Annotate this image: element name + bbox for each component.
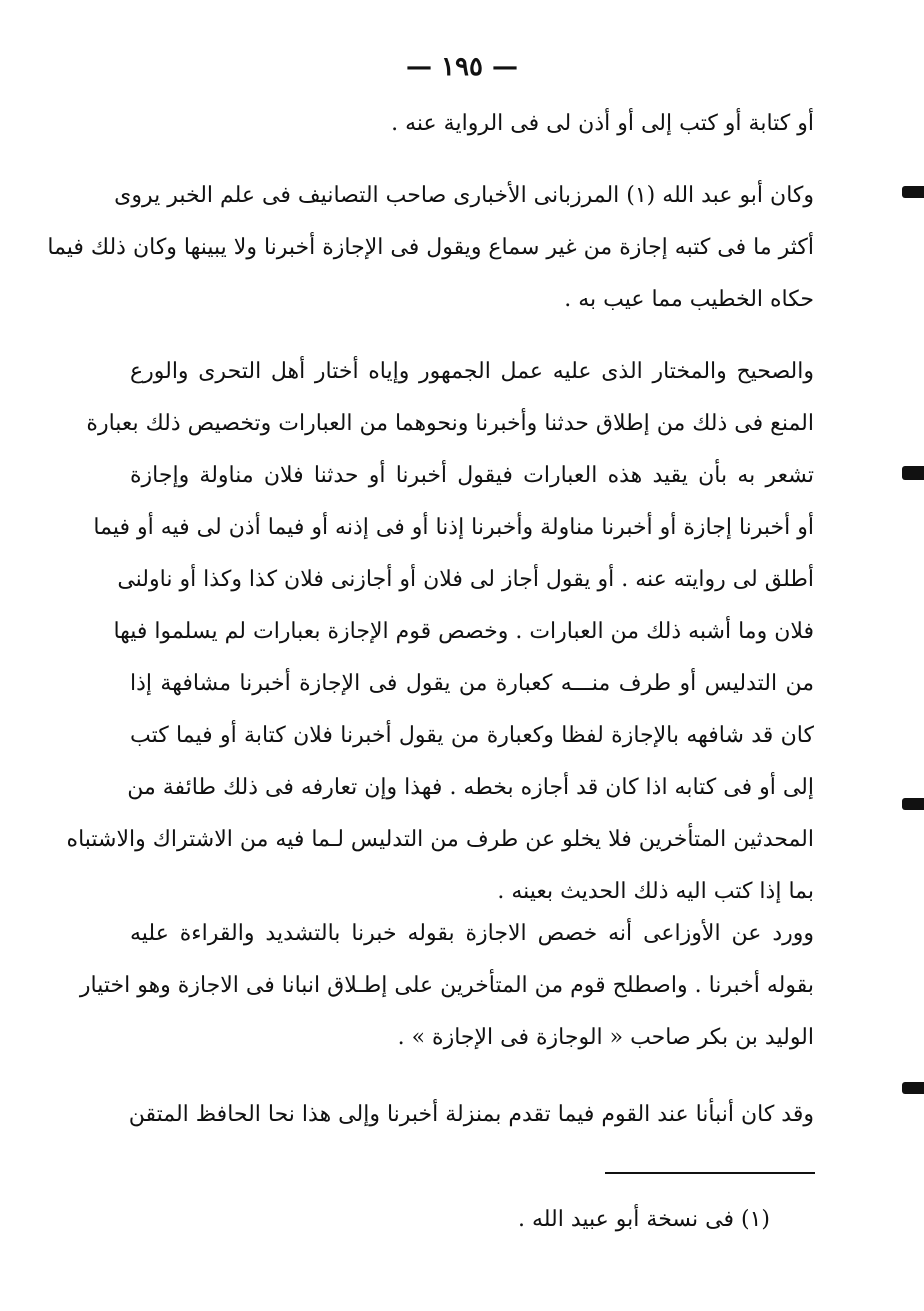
text-line: كان قد شافهه بالإجازة لفظا وكعبارة من يقول أخبرنا فلان كتابة أو فيما كتب [130, 723, 814, 748]
text-line: الوليد بن بكر صاحب « الوجازة فى الإجازة » . [397, 1025, 814, 1050]
page-number: — ١٩٥ — [405, 52, 519, 82]
scan-edge-mark [902, 186, 924, 198]
text-line: وورد عن الأوزاعى أنه خصص الاجازة بقوله خبرنا بالتشديد والقراءة عليه [130, 921, 814, 946]
text-line: وكان أبو عبد الله (١) المرزبانى الأخبارى صاحب التصانيف فى علم الخبر يروى [114, 183, 814, 208]
text-line: فلان وما أشبه ذلك من العبارات . وخصص قوم الإجازة بعبارات لم يسلموا فيها [113, 619, 814, 644]
paragraph-4 [79, 908, 814, 1064]
text-line: المنع فى ذلك من إطلاق حدثنا وأخبرنا ونحوهما من العبارات وتخصيص ذلك بعبارة [86, 411, 814, 436]
paragraph-5 [130, 1089, 814, 1141]
scan-edge-mark [902, 1082, 924, 1094]
text-line: أو أخبرنا إجازة أو أخبرنا مناولة وأخبرنا إذنا أو فى إذنه أو فيما أذن لى فيه أو فيما [93, 515, 814, 540]
text-line: المحدثين المتأخرين فلا يخلو عن طرف من التدليس لـما فيه من الاشتراك والاشتباه [66, 827, 814, 852]
text-line: والصحيح والمختار الذى عليه عمل الجمهور وإياه أختار أهل التحرى والورع [130, 359, 814, 384]
scan-edge-mark [902, 798, 924, 810]
text-line: بما إذا كتب اليه ذلك الحديث بعينه . [497, 879, 814, 904]
text-line: حكاه الخطيب مما عيب به . [564, 287, 814, 312]
text-line: أو كتابة أو كتب إلى أو أذن لى فى الرواية عنه . [391, 111, 814, 136]
paragraph-3 [66, 346, 814, 918]
text-line: أطلق لى روايته عنه . أو يقول أجاز لى فلان أو أجازنى فلان كذا وكذا أو ناولنى [117, 567, 814, 592]
text-line: بقوله أخبرنا . واصطلح قوم من المتأخرين على إطـلاق انبانا فى الاجازة وهو اختيار [79, 973, 814, 998]
paragraph-1 [130, 98, 814, 150]
footnote-separator [605, 1172, 815, 1174]
scan-edge-mark [902, 466, 924, 480]
paragraph-2 [47, 170, 814, 326]
text-line: إلى أو فى كتابه اذا كان قد أجازه بخطه . فهذا وإن تعارفه فى ذلك طائفة من [127, 775, 814, 800]
text-line: من التدليس أو طرف منـــه كعبارة من يقول فى الإجازة أخبرنا مشافهة إذا [130, 671, 814, 696]
text-line: أكثر ما فى كتبه إجازة من غير سماع ويقول فى الإجازة أخبرنا ولا يبينها وكان ذلك فيما [47, 235, 814, 260]
footnote: (١) فى نسخة أبو عبيد الله . [517, 1207, 770, 1232]
text-line: وقد كان أنبأنا عند القوم فيما تقدم بمنزلة أخبرنا وإلى هذا نحا الحافظ المتقن [128, 1102, 814, 1127]
text-line: تشعر به بأن يقيد هذه العبارات فيقول أخبرنا أو حدثنا فلان مناولة وإجازة [130, 463, 814, 488]
